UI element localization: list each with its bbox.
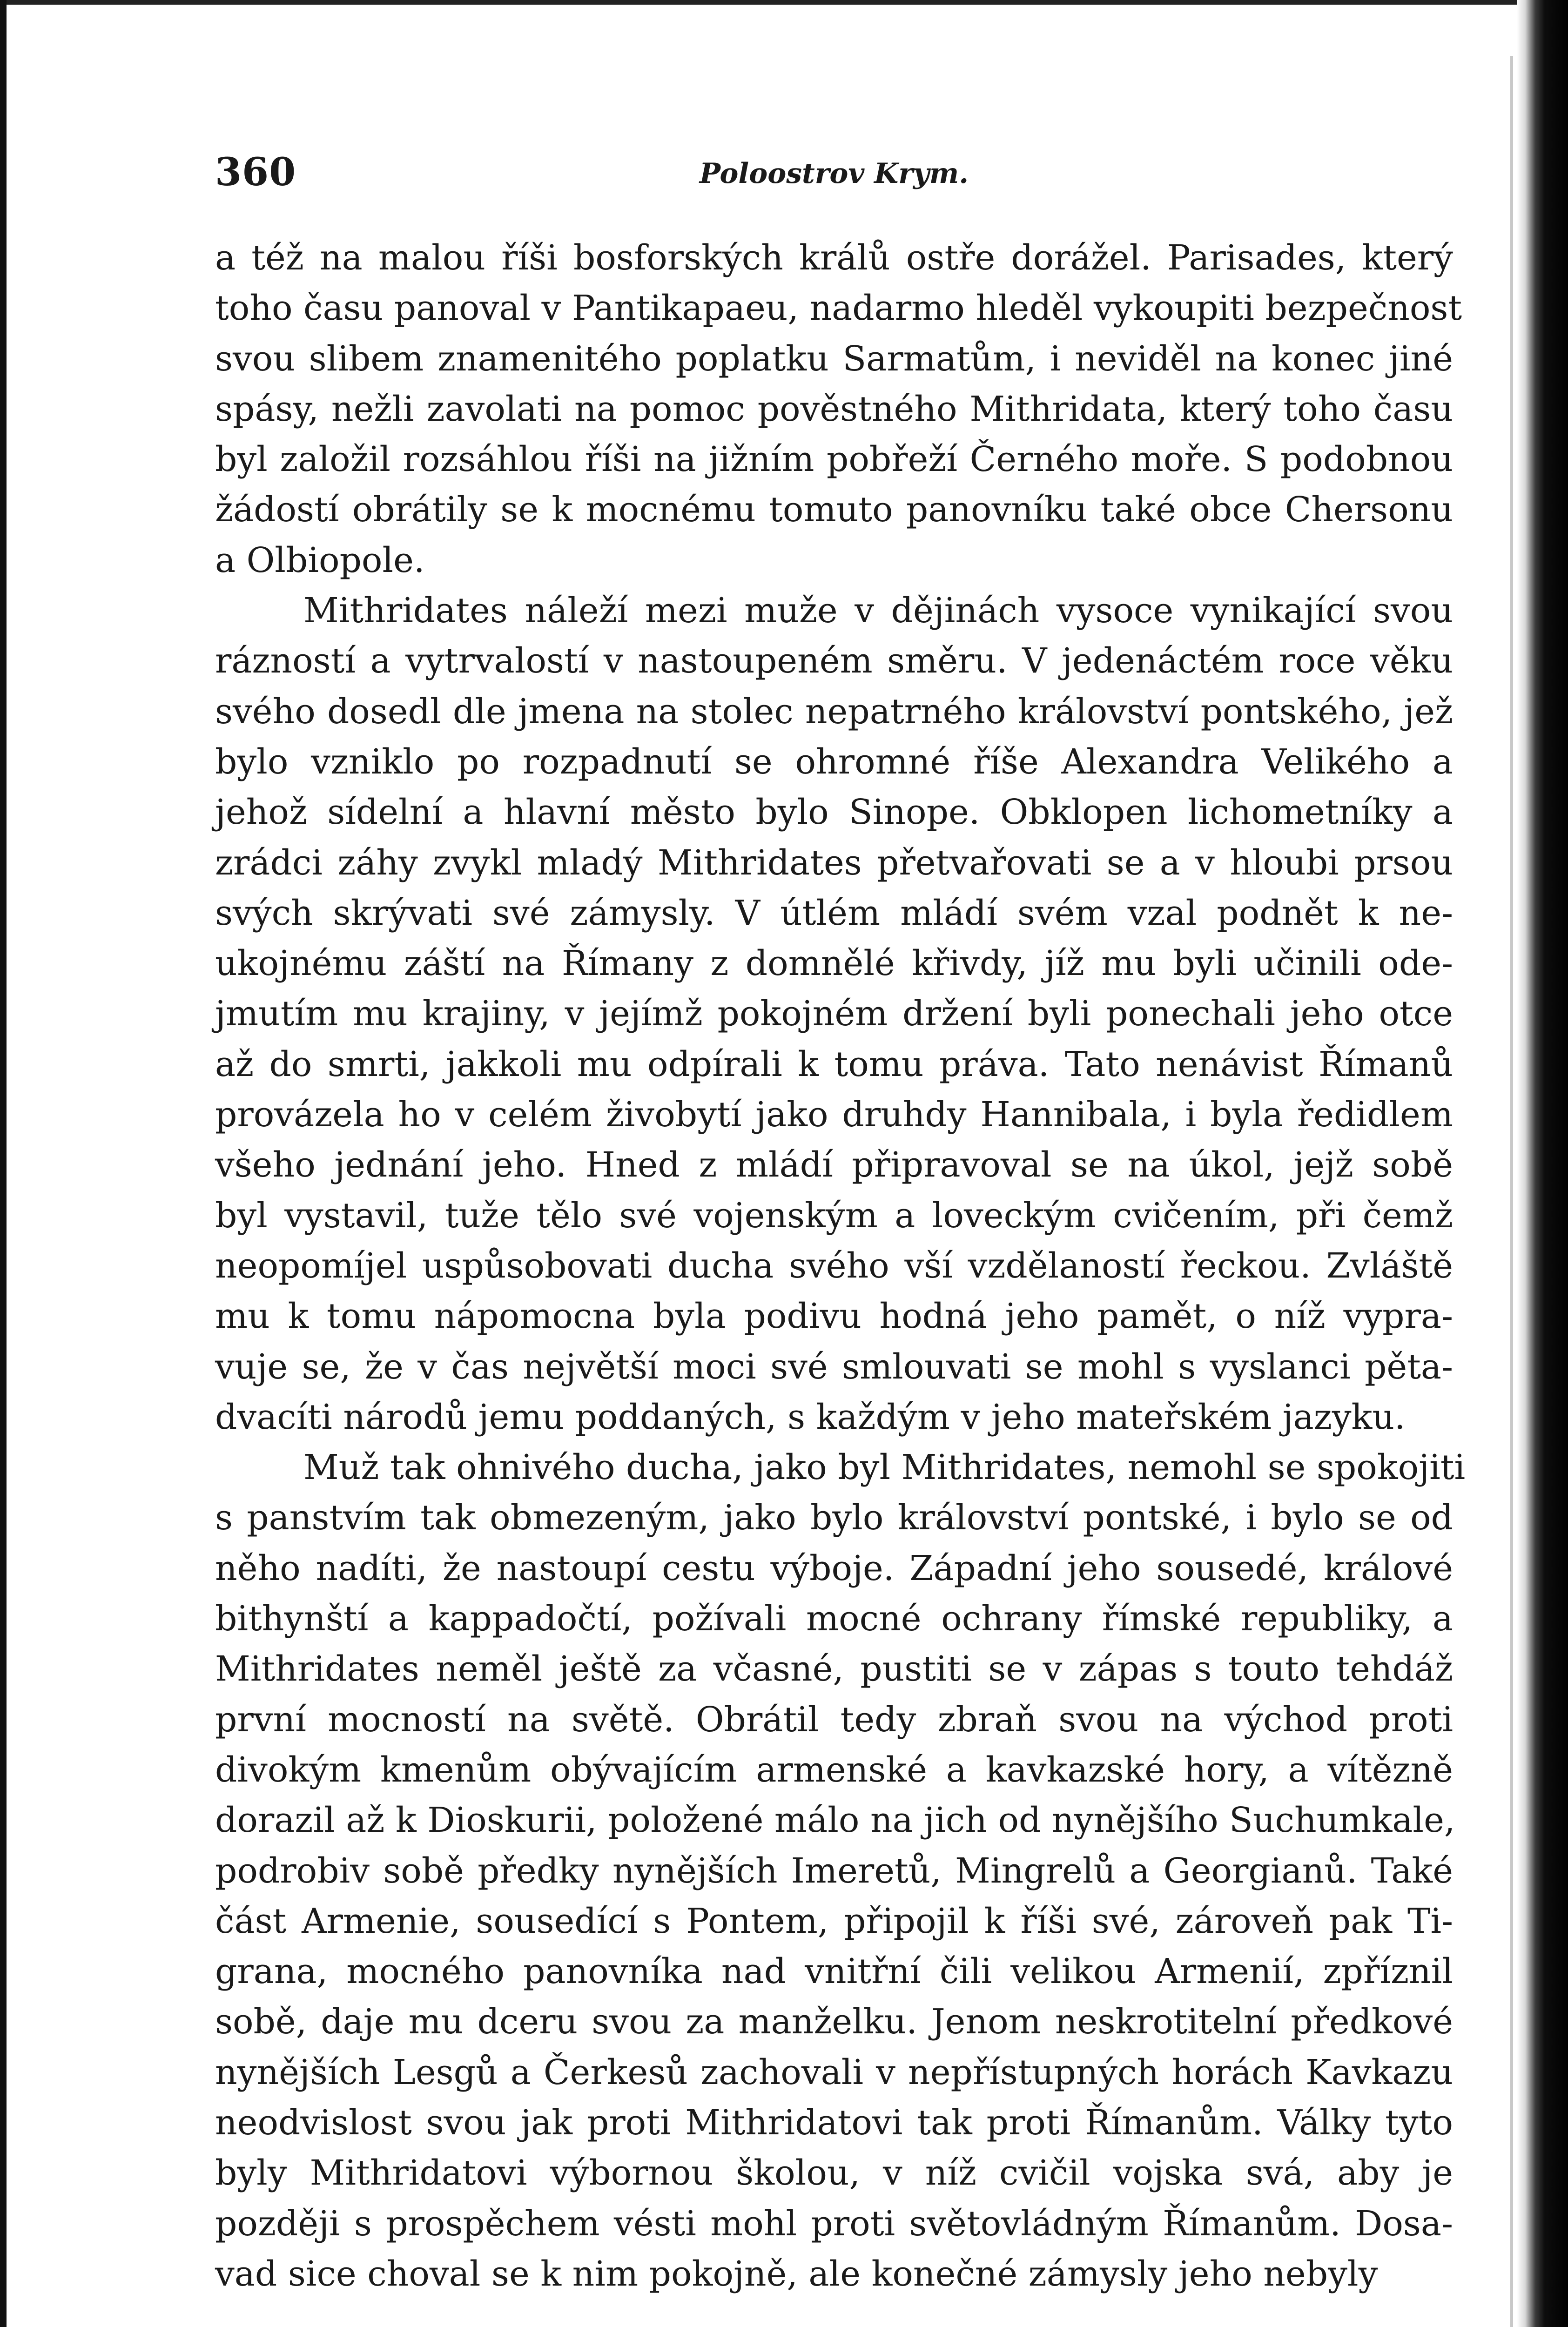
scan-edge-right [1517,0,1568,2327]
text-line: Mithridates neměl ještě za včasné, pustiti se v zápas s touto tehdáž [215,1649,1453,1689]
paragraph [215,1442,1466,2299]
text-line: bylo vzniklo po rozpadnutí se ohromné říše Alexandra Velikého a [215,741,1453,782]
scan-edge-top [0,0,1568,5]
paragraph [215,585,1453,1442]
text-line: neodvislost svou jak proti Mithridatovi tak proti Římanům. Války tyto [215,2102,1453,2143]
text-line: první mocností na světě. Obrátil tedy zbraň svou na východ proti [215,1699,1453,1740]
text-line: byl založil rozsáhlou říši na jižním pobřeží Černého moře. S podobnou [215,439,1453,480]
scan-edge-left [0,0,7,2327]
text-line: provázela ho v celém živobytí jako druhdy Hannibala, i byla ředidlem [215,1095,1453,1135]
text-line: byly Mithridatovi výbornou školou, v níž cvičil vojska svá, aby je [215,2153,1453,2193]
text-line: žádostí obrátily se k mocnému tomuto panovníku také obce Chersonu [215,490,1453,530]
text-line: sobě, daje mu dceru svou za manželku. Jenom neskrotitelní předkové [215,2002,1453,2042]
text-line: část Armenie, sousedící s Pontem, připojil k říši své, zároveň pak Ti- [215,1901,1453,1941]
text-line: neopomíjel uspůsobovati ducha svého vší vzdělaností řeckou. Zvláště [215,1245,1453,1286]
text-line: a též na malou říši bosforských králů ostře dorážel. Parisades, který [215,238,1453,278]
text-line: až do smrti, jakkoli mu odpírali k tomu práva. Tato nenávist Římanů [215,1044,1453,1084]
text-line: grana, mocného panovníka nad vnitřní čili velikou Armenií, zpříznil [215,1951,1453,1992]
text-line: jmutím mu krajiny, v jejímž pokojném držení byli ponechali jeho otce [215,994,1453,1034]
text-line: něho nadíti, že nastoupí cestu výboje. Západní jeho sousedé, králové [215,1548,1453,1588]
text-line: zrádci záhy zvykl mladý Mithridates přetvařovati se a v hloubi prsou [215,842,1453,883]
text-line: svého dosedl dle jmena na stolec nepatrného království pontského, jež [215,691,1453,732]
text-line: spásy, nežli zavolati na pomoc pověstného Mithridata, který toho času [215,389,1453,429]
text-line: toho času panoval v Pantikapaeu, nadarmo hleděl vykoupiti bezpečnost [215,288,1462,329]
text-line: dvacíti národů jemu poddaných, s každým v jeho mateřském jazyku. [215,1397,1406,1437]
text-line: svých skrývati své zámysly. V útlém mládí svém vzal podnět k ne- [215,893,1453,933]
text-line: vad sice choval se k nim pokojně, ale konečné zámysly jeho nebyly [215,2253,1378,2294]
scan-spine-shadow [1510,56,1513,2327]
text-line: Mithridates náleží mezi muže v dějinách vysoce vynikající svou [303,591,1453,631]
text-line: vuje se, že v čas největší moci své smlouvati se mohl s vyslanci pěta- [215,1346,1453,1387]
text-line: svou slibem znamenitého poplatku Sarmatům, i neviděl na konec jiné [215,338,1453,379]
text-line: divokým kmenům obývajícím armenské a kavkazské hory, a vítězně [215,1749,1453,1790]
text-line: později s prospěchem vésti mohl proti světovládným Římanům. Dosa- [215,2203,1453,2244]
text-line: všeho jednání jeho. Hned z mládí připravoval se na úkol, jejž sobě [215,1145,1453,1185]
book-page [215,149,1466,2299]
text-line: podrobiv sobě předky nynějších Imeretů, Mingrelů a Georgianů. Také [215,1850,1453,1891]
text-line: dorazil až k Dioskurii, položené málo na jich od nynějšího Suchumkale, [215,1800,1455,1841]
running-head [215,149,1453,205]
text-line: Muž tak ohnivého ducha, jako byl Mithridates, nemohl se spokojiti [303,1447,1466,1488]
text-line: nynějších Lesgů a Čerkesů zachovali v nepřístupných horách Kavkazu [215,2052,1453,2092]
text-line: jehož sídelní a hlavní město bylo Sinope. Obklopen lichometníky a [215,792,1453,833]
text-line: byl vystavil, tuže tělo své vojenským a loveckým cvičením, při čemž [215,1195,1453,1236]
text-line: s panstvím tak obmezeným, jako bylo království pontské, i bylo se od [215,1498,1453,1538]
body-text [215,233,1466,2299]
text-line: ukojnému záští na Římany z domnělé křivdy, jíž mu byli učinili ode- [215,943,1453,984]
text-line: a Olbiopole. [215,540,425,580]
paragraph [215,233,1462,585]
running-title: Poloostrov Krym. [699,157,969,190]
text-line: mu k tomu nápomocna byla podivu hodná jeho pamět, o níž vypra- [215,1296,1453,1337]
text-line: rázností a vytrvalostí v nastoupeném směru. V jedenáctém roce věku [215,641,1453,681]
text-line: bithynští a kappadočtí, požívali mocné ochrany římské republiky, a [215,1599,1453,1639]
page-number: 360 [215,150,296,195]
